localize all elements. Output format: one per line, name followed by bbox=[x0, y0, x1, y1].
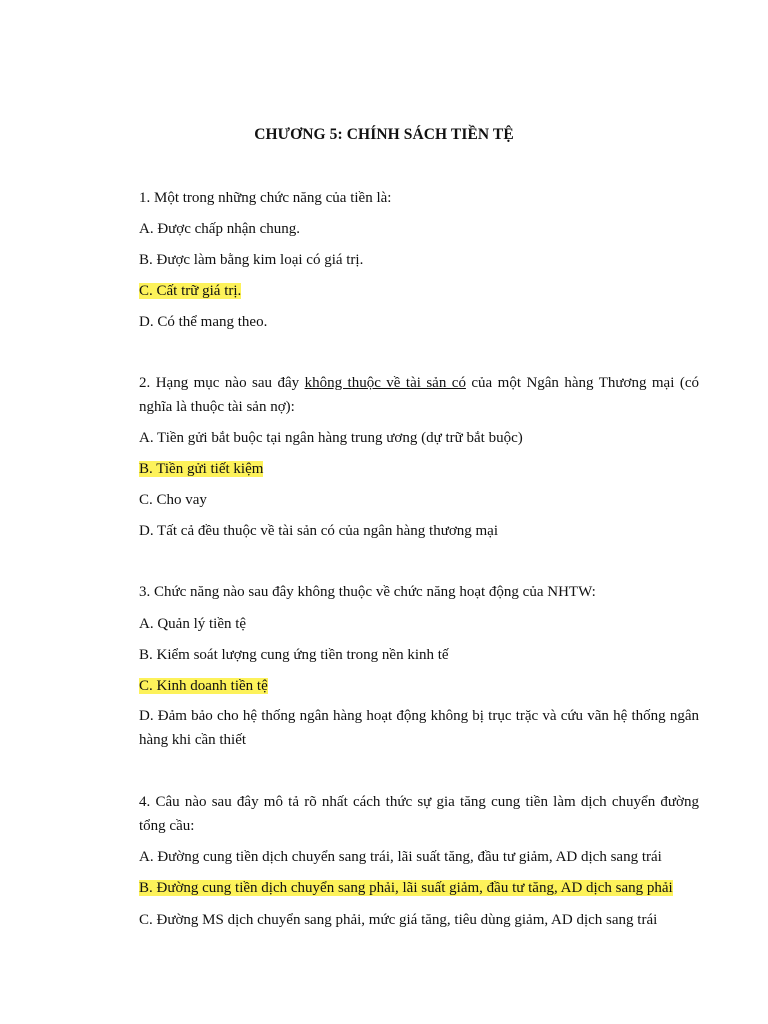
q1-option-a: A. Được chấp nhận chung. bbox=[139, 221, 301, 237]
q4-answer-highlight: B. Đường cung tiền dịch chuyển sang phải, lãi suất giảm, đầu tư tăng, AD dịch sang phải bbox=[139, 880, 673, 896]
q2-question-underlined: không thuộc về tài sản có bbox=[304, 375, 466, 391]
q3-option-b: B. Kiểm soát lượng cung ứng tiền trong nền kinh tế bbox=[139, 647, 449, 663]
q1-option-b: B. Được làm bằng kim loại có giá trị. bbox=[139, 252, 364, 268]
q4-question: 4. Câu nào sau đây mô tả rõ nhất cách thức sự gia tăng cung tiền làm dịch chuyển đường tổng cầu: bbox=[139, 794, 699, 834]
q1-option-d: D. Có thể mang theo. bbox=[139, 314, 268, 330]
q3-option-c bbox=[139, 675, 268, 697]
q3-question: 3. Chức năng nào sau đây không thuộc về chức năng hoạt động của NHTW: bbox=[139, 584, 596, 600]
q2-option-c: C. Cho vay bbox=[139, 492, 207, 508]
q2-question-part1: 2. Hạng mục nào sau đây bbox=[139, 375, 305, 391]
q2-option-d: D. Tất cả đều thuộc về tài sản có của ngân hàng thương mại bbox=[139, 523, 499, 539]
q1-option-c bbox=[139, 280, 241, 302]
q4-option-b bbox=[139, 877, 673, 899]
q2-question-part2: của một Ngân hàng Thương mại (có nghĩa là thuộc tài sản nợ): bbox=[139, 375, 699, 415]
q2-option-a: A. Tiền gửi bắt buộc tại ngân hàng trung ương (dự trữ bắt buộc) bbox=[139, 430, 523, 446]
q4-option-a: A. Đường cung tiền dịch chuyển sang trái, lãi suất tăng, đầu tư giảm, AD dịch sang trái bbox=[139, 849, 662, 865]
page-title: CHƯƠNG 5: CHÍNH SÁCH TIỀN TỆ bbox=[254, 126, 514, 143]
q2-option-b bbox=[139, 458, 263, 480]
q1-answer-highlight: C. Cất trữ giá trị. bbox=[139, 283, 242, 299]
q4-option-c: C. Đường MS dịch chuyển sang phải, mức giá tăng, tiêu dùng giảm, AD dịch sang trái bbox=[139, 912, 658, 928]
q3-option-d: D. Đảm bảo cho hệ thống ngân hàng hoạt động không bị trục trặc và cứu vãn hệ thống ngân hàng khi cần thiết bbox=[139, 708, 699, 748]
q2-answer-highlight: B. Tiền gửi tiết kiệm bbox=[139, 461, 264, 477]
q3-answer-highlight: C. Kinh doanh tiền tệ bbox=[139, 678, 268, 694]
q2-question bbox=[139, 372, 699, 419]
q3-option-a: A. Quản lý tiền tệ bbox=[139, 616, 247, 632]
q1-question: 1. Một trong những chức năng của tiền là: bbox=[139, 190, 392, 206]
